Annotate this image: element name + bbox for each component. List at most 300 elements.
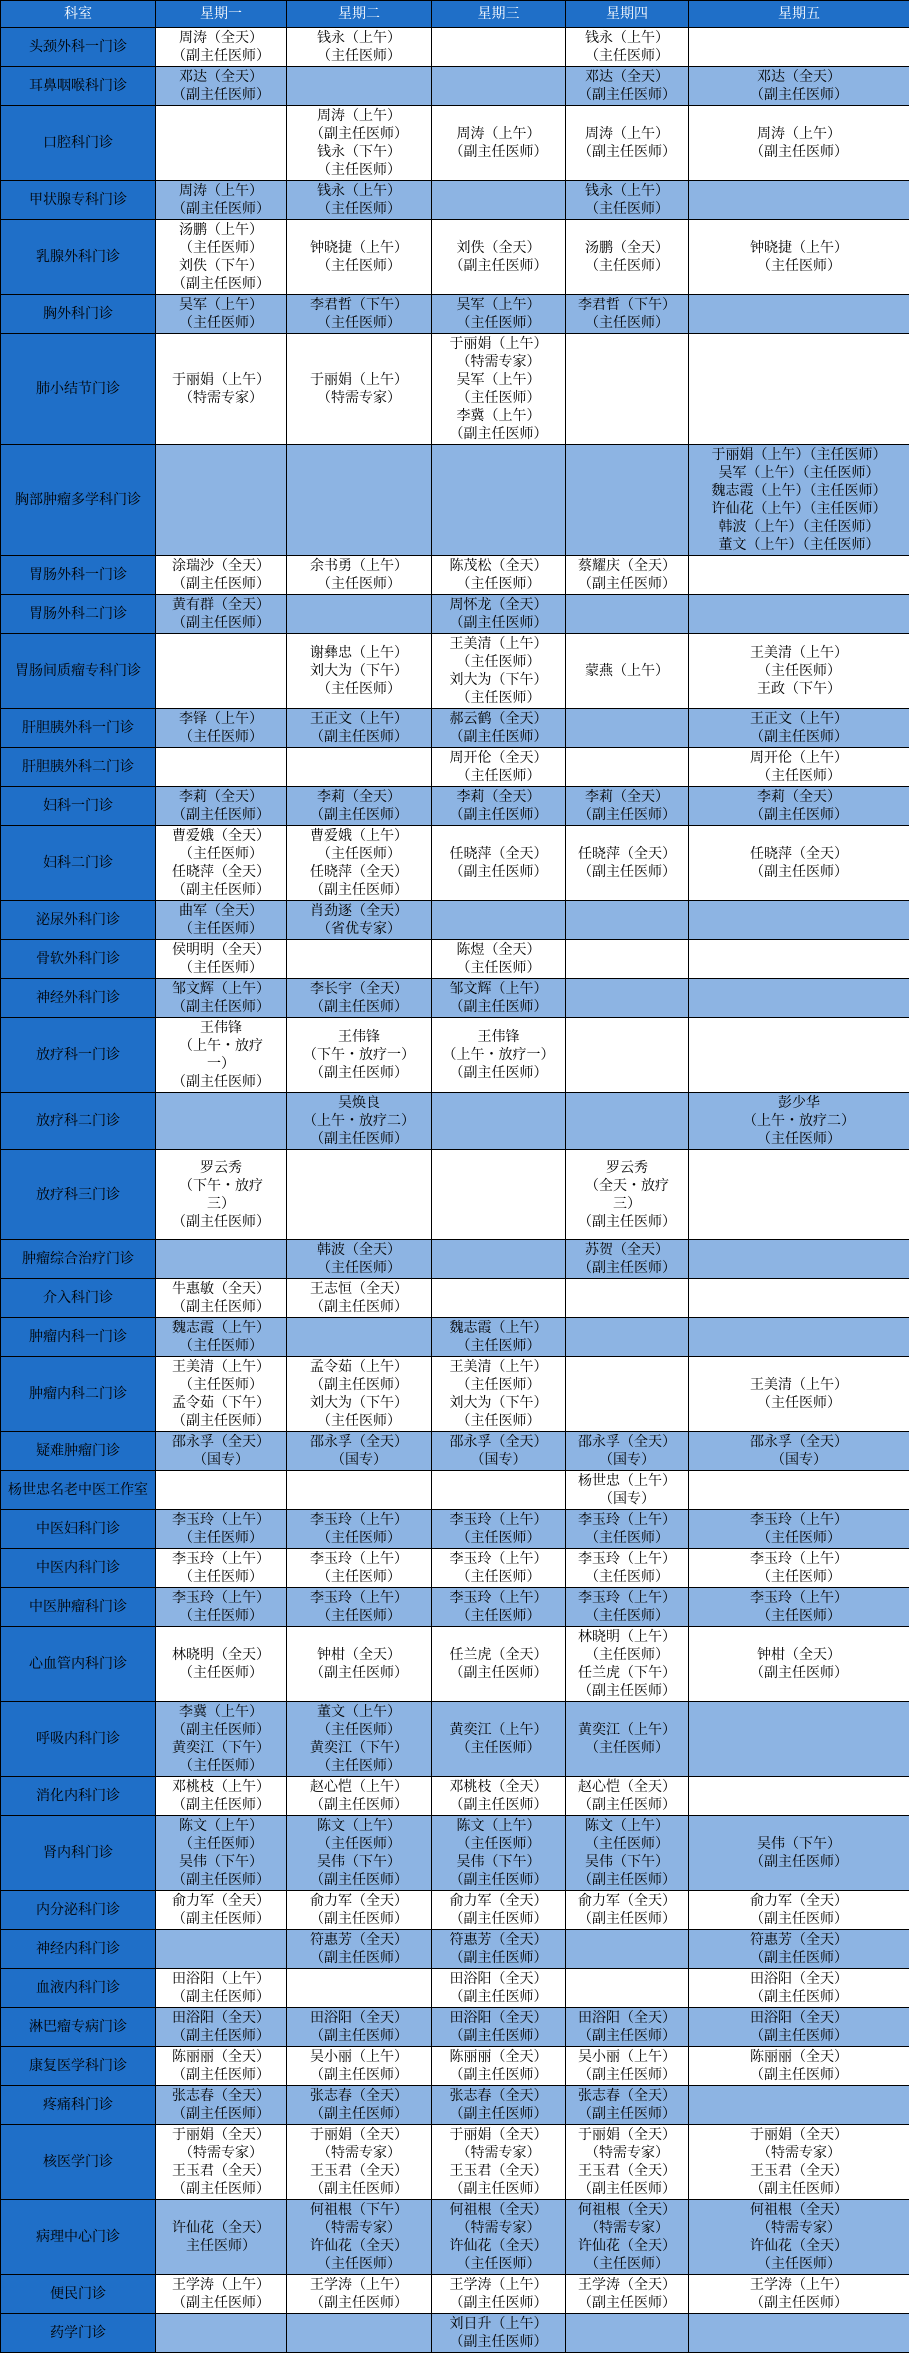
schedule-cell-wednesday [432, 1891, 566, 1930]
schedule-cell-tuesday [287, 1357, 432, 1432]
doctor-line: 任晓萍（全天） [691, 845, 907, 863]
doctor-line: 黄奕江（上午） [434, 1721, 563, 1739]
doctor-line: 周开伦（全天） [434, 749, 563, 767]
doctor-line: （主任医师） [158, 1337, 284, 1355]
schedule-row [1, 748, 909, 787]
schedule-cell-friday [689, 1816, 909, 1891]
doctor-line: 钱永（下午） [289, 143, 429, 161]
schedule-cell-wednesday [432, 1969, 566, 2008]
department-name: 杨世忠名老中医工作室 [1, 1471, 156, 1510]
doctor-line: （主任医师） [568, 1529, 686, 1547]
doctor-line: 王学涛（上午） [158, 2276, 284, 2294]
department-name: 肝胆胰外科一门诊 [1, 709, 156, 748]
schedule-cell-tuesday [287, 709, 432, 748]
doctor-line: 吴伟（下午） [158, 1853, 284, 1871]
doctor-line: （主任医师） [158, 1664, 284, 1682]
schedule-cell-wednesday [432, 220, 566, 295]
department-name: 妇科二门诊 [1, 826, 156, 901]
doctor-line: 林晓明（全天） [158, 1646, 284, 1664]
doctor-line: （副主任医师） [691, 1664, 907, 1682]
schedule-cell-wednesday [432, 295, 566, 334]
schedule-cell-tuesday [287, 787, 432, 826]
doctor-line: 李莉（全天） [568, 788, 686, 806]
doctor-line: 于丽娟（上午）（主任医师） [691, 446, 907, 464]
schedule-row [1, 181, 909, 220]
doctor-line: 田浴阳（全天） [434, 1970, 563, 1988]
schedule-cell-monday [156, 901, 287, 940]
schedule-cell-wednesday [432, 1549, 566, 1588]
doctor-line: 钟柑（全天） [289, 1646, 429, 1664]
doctor-line: 李长宇（全天） [289, 980, 429, 998]
doctor-line: 符惠芳（全天） [434, 1931, 563, 1949]
doctor-line: 王美清（上午） [434, 1358, 563, 1376]
doctor-line: （副主任医师） [434, 1796, 563, 1814]
schedule-cell-thursday [566, 445, 689, 556]
schedule-cell-monday [156, 595, 287, 634]
schedule-cell-friday [689, 1150, 909, 1240]
schedule-cell-wednesday [432, 28, 566, 67]
department-name: 病理中心门诊 [1, 2200, 156, 2275]
schedule-cell-tuesday [287, 1471, 432, 1510]
doctor-line: （主任医师） [289, 2255, 429, 2273]
schedule-cell-thursday [566, 1510, 689, 1549]
schedule-cell-monday [156, 940, 287, 979]
doctor-line: 余书勇（上午） [289, 557, 429, 575]
doctor-line: 董文（上午）（主任医师） [691, 536, 907, 554]
schedule-cell-monday [156, 1471, 287, 1510]
doctor-line: 邓达（全天） [691, 68, 907, 86]
schedule-cell-thursday [566, 1702, 689, 1777]
schedule-cell-tuesday [287, 1816, 432, 1891]
doctor-line: （主任医师） [568, 1739, 686, 1757]
schedule-cell-friday [689, 1240, 909, 1279]
schedule-cell-thursday [566, 940, 689, 979]
department-name: 康复医学科门诊 [1, 2047, 156, 2086]
schedule-cell-friday [689, 1093, 909, 1150]
doctor-line: （国专） [568, 1490, 686, 1508]
doctor-line: 李玉玲（上午） [158, 1511, 284, 1529]
doctor-line: 王玉君（全天） [434, 2162, 563, 2180]
schedule-cell-monday [156, 634, 287, 709]
doctor-line: 三） [158, 1195, 284, 1213]
doctor-line: 王正文（上午） [691, 710, 907, 728]
doctor-line: （主任医师） [568, 314, 686, 332]
doctor-line: 周涛（上午） [691, 125, 907, 143]
doctor-line: 吴军（上午） [158, 296, 284, 314]
doctor-line: （主任医师） [289, 1835, 429, 1853]
schedule-cell-monday [156, 106, 287, 181]
doctor-line: 黄奕江（上午） [568, 1721, 686, 1739]
doctor-line: （副主任医师） [289, 1910, 429, 1928]
doctor-line: （主任医师） [568, 2255, 686, 2273]
doctor-line: （副主任医师） [434, 1664, 563, 1682]
schedule-row [1, 2200, 909, 2275]
department-name: 胃肠间质瘤专科门诊 [1, 634, 156, 709]
doctor-line: （副主任医师） [289, 2180, 429, 2198]
schedule-cell-friday [689, 1018, 909, 1093]
schedule-cell-tuesday [287, 595, 432, 634]
schedule-row [1, 1432, 909, 1471]
doctor-line: （主任医师） [568, 1568, 686, 1586]
doctor-line: 邹文辉（上午） [158, 980, 284, 998]
doctor-line: 许仙花（全天） [434, 2237, 563, 2255]
doctor-line: （副主任医师） [158, 2066, 284, 2084]
schedule-row [1, 2047, 909, 2086]
schedule-cell-monday [156, 748, 287, 787]
schedule-cell-thursday [566, 2275, 689, 2314]
doctor-line: 任兰虎（下午） [568, 1664, 686, 1682]
schedule-cell-monday [156, 826, 287, 901]
schedule-cell-friday [689, 1777, 909, 1816]
schedule-cell-friday [689, 2200, 909, 2275]
schedule-cell-friday [689, 1549, 909, 1588]
schedule-cell-thursday [566, 826, 689, 901]
schedule-body [1, 28, 909, 2353]
doctor-line: （国专） [289, 1451, 429, 1469]
doctor-line: （副主任医师） [568, 2180, 686, 2198]
schedule-cell-wednesday [432, 1357, 566, 1432]
schedule-cell-wednesday [432, 940, 566, 979]
doctor-line: （下午・放疗 [158, 1177, 284, 1195]
doctor-line: 李玉玲（上午） [434, 1550, 563, 1568]
schedule-cell-friday [689, 106, 909, 181]
doctor-line: （副主任医师） [434, 1910, 563, 1928]
doctor-line: 吴小丽（上午） [289, 2048, 429, 2066]
doctor-line: 黄有群（全天） [158, 596, 284, 614]
doctor-line: （副主任医师） [691, 143, 907, 161]
doctor-line: （主任医师） [158, 1757, 284, 1775]
schedule-cell-thursday [566, 901, 689, 940]
schedule-cell-monday [156, 1891, 287, 1930]
doctor-line: 邓桃枝（全天） [434, 1778, 563, 1796]
doctor-line: （副主任医师） [568, 575, 686, 593]
doctor-line: 李莉（全天） [434, 788, 563, 806]
schedule-cell-friday [689, 1891, 909, 1930]
doctor-line: （副主任医师） [568, 806, 686, 824]
doctor-line: （副主任医师） [158, 1721, 284, 1739]
schedule-cell-wednesday [432, 67, 566, 106]
doctor-line: 何祖根（全天） [434, 2201, 563, 2219]
schedule-cell-friday [689, 2275, 909, 2314]
schedule-cell-wednesday [432, 2008, 566, 2047]
schedule-cell-friday [689, 295, 909, 334]
doctor-line: （副主任医师） [691, 1988, 907, 2006]
schedule-row [1, 1816, 909, 1891]
doctor-line: （副主任医师） [289, 806, 429, 824]
department-name: 心血管内科门诊 [1, 1627, 156, 1702]
schedule-cell-monday [156, 1093, 287, 1150]
schedule-cell-thursday [566, 709, 689, 748]
doctor-line: （副主任医师） [289, 1298, 429, 1316]
header-row [1, 1, 909, 28]
schedule-cell-thursday [566, 748, 689, 787]
doctor-line: 周涛（上午） [434, 125, 563, 143]
schedule-cell-thursday [566, 2125, 689, 2200]
doctor-line: （副主任医师） [158, 575, 284, 593]
schedule-row [1, 787, 909, 826]
doctor-line: 周涛（全天） [158, 29, 284, 47]
doctor-line: （主任医师） [691, 1529, 907, 1547]
doctor-line: 罗云秀 [568, 1159, 686, 1177]
schedule-cell-tuesday [287, 634, 432, 709]
doctor-line: 涂瑞沙（全天） [158, 557, 284, 575]
doctor-line: （副主任医师） [568, 86, 686, 104]
department-name: 胃肠外科二门诊 [1, 595, 156, 634]
doctor-line: 李冀（上午） [434, 407, 563, 425]
department-name: 肝胆胰外科二门诊 [1, 748, 156, 787]
doctor-line: （上午・放疗二） [289, 1112, 429, 1130]
doctor-line: 黄奕江（下午） [158, 1739, 284, 1757]
schedule-cell-monday [156, 979, 287, 1018]
doctor-line: 张志春（全天） [434, 2087, 563, 2105]
schedule-cell-thursday [566, 67, 689, 106]
schedule-cell-wednesday [432, 2125, 566, 2200]
schedule-row [1, 67, 909, 106]
schedule-row [1, 295, 909, 334]
schedule-row [1, 1150, 909, 1240]
doctor-line: 王学涛（全天） [568, 2276, 686, 2294]
schedule-cell-thursday [566, 1150, 689, 1240]
doctor-line: （上午・放疗 [158, 1037, 284, 1055]
doctor-line: （副主任医师） [158, 1796, 284, 1814]
department-name: 中医肿瘤科门诊 [1, 1588, 156, 1627]
schedule-cell-friday [689, 556, 909, 595]
doctor-line: （副主任医师） [289, 998, 429, 1016]
schedule-cell-wednesday [432, 1816, 566, 1891]
doctor-line: （特需专家） [434, 2219, 563, 2237]
schedule-cell-friday [689, 940, 909, 979]
department-name: 消化内科门诊 [1, 1777, 156, 1816]
doctor-line: （主任医师） [434, 767, 563, 785]
doctor-line: （主任医师） [158, 1835, 284, 1853]
schedule-cell-wednesday [432, 2086, 566, 2125]
schedule-cell-thursday [566, 1930, 689, 1969]
schedule-cell-thursday [566, 556, 689, 595]
doctor-line: （主任医师） [434, 1835, 563, 1853]
schedule-cell-tuesday [287, 2125, 432, 2200]
doctor-line: 任兰虎（全天） [434, 1646, 563, 1664]
schedule-row [1, 2125, 909, 2200]
department-name: 内分泌科门诊 [1, 1891, 156, 1930]
department-name: 放疗科一门诊 [1, 1018, 156, 1093]
doctor-line: 吴军（上午） [434, 296, 563, 314]
schedule-row [1, 634, 909, 709]
doctor-line: （副主任医师） [158, 806, 284, 824]
doctor-line: 赵心恺（上午） [289, 1778, 429, 1796]
schedule-row [1, 334, 909, 445]
doctor-line: 任晓萍（全天） [568, 845, 686, 863]
schedule-cell-thursday [566, 634, 689, 709]
schedule-row [1, 1357, 909, 1432]
doctor-line: 彭少华 [691, 1094, 907, 1112]
schedule-cell-friday [689, 220, 909, 295]
doctor-line: 俞力军（全天） [289, 1892, 429, 1910]
doctor-line: （主任医师） [434, 575, 563, 593]
doctor-line: 刘大为（下午） [289, 662, 429, 680]
doctor-line: （国专） [158, 1451, 284, 1469]
doctor-line: 韩波（上午）（主任医师） [691, 518, 907, 536]
schedule-row [1, 1549, 909, 1588]
department-name: 乳腺外科门诊 [1, 220, 156, 295]
doctor-line: 蒙燕（上午） [568, 662, 686, 680]
schedule-cell-tuesday [287, 2047, 432, 2086]
doctor-line: （副主任医师） [289, 881, 429, 899]
doctor-line: （特需专家） [568, 2144, 686, 2162]
doctor-line: （副主任医师） [434, 2333, 563, 2351]
doctor-line: 李玉玲（上午） [289, 1511, 429, 1529]
department-name: 放疗科三门诊 [1, 1150, 156, 1240]
schedule-cell-tuesday [287, 2086, 432, 2125]
doctor-line: 王美清（上午） [158, 1358, 284, 1376]
schedule-cell-tuesday [287, 1510, 432, 1549]
doctor-line: 陈文（上午） [434, 1817, 563, 1835]
doctor-line: （副主任医师） [158, 200, 284, 218]
schedule-cell-monday [156, 2008, 287, 2047]
doctor-line: 曲军（全天） [158, 902, 284, 920]
schedule-cell-wednesday [432, 334, 566, 445]
doctor-line: 黄奕江（下午） [289, 1739, 429, 1757]
schedule-cell-wednesday [432, 1240, 566, 1279]
schedule-cell-wednesday [432, 1018, 566, 1093]
doctor-line: （主任医师） [568, 1646, 686, 1664]
department-name: 放疗科二门诊 [1, 1093, 156, 1150]
doctor-line: （主任医师） [289, 1259, 429, 1277]
schedule-cell-tuesday [287, 2314, 432, 2353]
doctor-line: 陈文（上午） [568, 1817, 686, 1835]
doctor-line: 王学涛（上午） [289, 2276, 429, 2294]
schedule-cell-thursday [566, 2200, 689, 2275]
doctor-line: 李玉玲（上午） [434, 1589, 563, 1607]
doctor-line: （特需专家） [289, 389, 429, 407]
doctor-line: （主任医师） [158, 845, 284, 863]
doctor-line: （副主任医师） [434, 2027, 563, 2045]
doctor-line: （副主任医师） [434, 2105, 563, 2123]
schedule-cell-monday [156, 1702, 287, 1777]
schedule-cell-thursday [566, 106, 689, 181]
schedule-cell-thursday [566, 1279, 689, 1318]
doctor-line: 王伟锋 [434, 1028, 563, 1046]
doctor-line: 于丽娟（上午） [434, 335, 563, 353]
doctor-line: 田浴阳（全天） [691, 1970, 907, 1988]
schedule-cell-tuesday [287, 826, 432, 901]
doctor-line: 许仙花（上午）（主任医师） [691, 500, 907, 518]
doctor-line: （主任医师） [289, 575, 429, 593]
doctor-line: 王美清（上午） [691, 644, 907, 662]
schedule-cell-tuesday [287, 901, 432, 940]
schedule-cell-wednesday [432, 901, 566, 940]
doctor-line: （主任医师） [691, 1394, 907, 1412]
doctor-line: 刘大为（下午） [434, 1394, 563, 1412]
schedule-cell-friday [689, 1702, 909, 1777]
doctor-line: （副主任医师） [158, 614, 284, 632]
doctor-line: （副主任医师） [691, 728, 907, 746]
schedule-cell-tuesday [287, 445, 432, 556]
doctor-line: （主任医师） [289, 1721, 429, 1739]
doctor-line: （主任医师） [434, 1529, 563, 1547]
schedule-cell-thursday [566, 2314, 689, 2353]
schedule-row [1, 1777, 909, 1816]
doctor-line: 苏贺（全天） [568, 1241, 686, 1259]
schedule-cell-monday [156, 1150, 287, 1240]
schedule-cell-thursday [566, 1549, 689, 1588]
schedule-cell-tuesday [287, 1279, 432, 1318]
doctor-line: （主任医师） [434, 689, 563, 707]
doctor-line: 王玉君（全天） [568, 2162, 686, 2180]
doctor-line: （副主任医师） [289, 1664, 429, 1682]
department-name: 肿瘤综合治疗门诊 [1, 1240, 156, 1279]
schedule-cell-monday [156, 445, 287, 556]
schedule-row [1, 1279, 909, 1318]
department-name: 药学门诊 [1, 2314, 156, 2353]
schedule-cell-friday [689, 2314, 909, 2353]
schedule-cell-monday [156, 220, 287, 295]
schedule-cell-friday [689, 445, 909, 556]
schedule-cell-thursday [566, 1627, 689, 1702]
doctor-line: （副主任医师） [434, 425, 563, 443]
doctor-line: （特需专家） [289, 2144, 429, 2162]
doctor-line: （特需专家） [434, 2144, 563, 2162]
department-name: 肾内科门诊 [1, 1816, 156, 1891]
schedule-cell-friday [689, 2047, 909, 2086]
doctor-line: （副主任医师） [289, 2027, 429, 2045]
doctor-line: （副主任医师） [289, 2105, 429, 2123]
schedule-cell-wednesday [432, 1150, 566, 1240]
doctor-line: 周涛（上午） [158, 182, 284, 200]
schedule-cell-monday [156, 1018, 287, 1093]
schedule-row [1, 1930, 909, 1969]
schedule-cell-tuesday [287, 295, 432, 334]
doctor-line: （副主任医师） [289, 728, 429, 746]
header-tuesday: 星期二 [287, 1, 432, 28]
doctor-line: 钱永（上午） [289, 182, 429, 200]
doctor-line: 田浴阳（上午） [158, 1970, 284, 1988]
doctor-line: 陈丽丽（全天） [691, 2048, 907, 2066]
schedule-cell-tuesday [287, 1432, 432, 1471]
doctor-line: 曹爱娥（上午） [289, 827, 429, 845]
schedule-cell-tuesday [287, 1930, 432, 1969]
schedule-cell-monday [156, 1279, 287, 1318]
schedule-cell-wednesday [432, 181, 566, 220]
schedule-cell-wednesday [432, 634, 566, 709]
doctor-line: 何祖根（下午） [289, 2201, 429, 2219]
doctor-line: 邹文辉（上午） [434, 980, 563, 998]
doctor-line: 吴焕良 [289, 1094, 429, 1112]
schedule-row [1, 1702, 909, 1777]
schedule-cell-thursday [566, 787, 689, 826]
schedule-cell-thursday [566, 1588, 689, 1627]
doctor-line: （副主任医师） [158, 275, 284, 293]
doctor-line: （副主任医师） [289, 2294, 429, 2312]
doctor-line: （主任医师） [289, 680, 429, 698]
doctor-line: 符惠芳（全天） [289, 1931, 429, 1949]
department-name: 血液内科门诊 [1, 1969, 156, 2008]
schedule-cell-wednesday [432, 748, 566, 787]
department-name: 胸外科门诊 [1, 295, 156, 334]
schedule-cell-monday [156, 1357, 287, 1432]
doctor-line: （副主任医师） [568, 2066, 686, 2084]
schedule-cell-wednesday [432, 1471, 566, 1510]
doctor-line: （副主任医师） [158, 1073, 284, 1091]
schedule-cell-tuesday [287, 67, 432, 106]
header-department: 科室 [1, 1, 156, 28]
schedule-row [1, 1891, 909, 1930]
doctor-line: 吴小丽（上午） [568, 2048, 686, 2066]
doctor-line: 王学涛（上午） [434, 2276, 563, 2294]
doctor-line: 吴军（上午）（主任医师） [691, 464, 907, 482]
doctor-line: （主任医师） [289, 257, 429, 275]
schedule-cell-tuesday [287, 1969, 432, 2008]
department-name: 呼吸内科门诊 [1, 1702, 156, 1777]
